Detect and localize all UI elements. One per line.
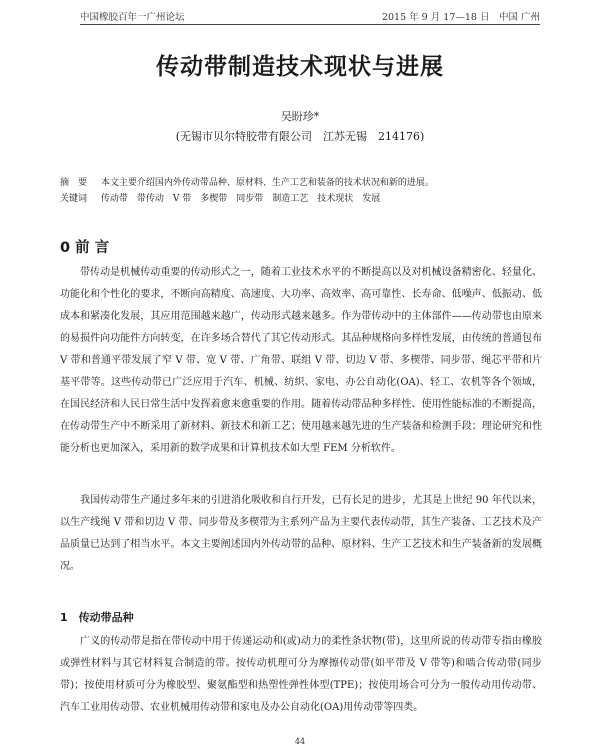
section-heading-preface: 0 前 言 xyxy=(60,240,110,256)
author-name: 吴盼珍* xyxy=(280,110,320,123)
body-paragraph: 我国传动带生产通过多年来的引进消化吸收和自行开发，已有长足的进步，尤其是上世纪 90 年代以来，以生产线绳 V 带和切边 V 带、同步带及多楔带为主系列产品为主要代表传动带，其生产装备、工艺技术及产品质量已达到了相当水平。本文主要阐述国内外传动带的品种、原材料、生产工艺技术和生产装备新的发展概况。 xyxy=(60,495,542,572)
affiliation: (无锡市贝尔特胶带有限公司 江苏无锡 214176) xyxy=(175,130,425,143)
header-left: 中国橡胶百年一广州论坛 xyxy=(80,12,185,23)
header-right: 2015 年 9 月 17—18 日 中国 广州 xyxy=(381,12,540,23)
body-paragraph: 带传动是机械传动重要的传动形式之一，随着工业技术水平的不断提高以及对机械设备精密化、轻量化、功能化和个性化的要求，不断向高精度、高速度、大功率、高效率、高可靠性、长寿命、低噪声、低振动、低成本和紧凑化发展，其应用范围越来越广，传动形式越来越多。作为带传动中的主体部件——传动带也由原来的易损件向功能件方向转变，在许多场合替代了其它传动形式。其品种规格向多样性发展，由传统的普通包布 V 带和普通平带发展了窄 V 带、宽 V 带、广角带、联组 V 带、切边 V 带、多楔带、同步带、绳芯平带和片基平带等。这些传动带已广泛应用于汽车、机械、纺织、家电、办公自动化(OA)、轻工、农机等各个领域，在国民经济和人民日常生活中发挥着愈来愈重要的作用。随着传动带品种多样性、使用性能标准的不断提高，在传动带生产中不断采用了新材料、新技术和新工艺；使用越来越先进的生产装备和检测手段；理论研究和性能分析也更加深入，采用新的数学成果和计算机技术如大型 FEM 分析软件。 xyxy=(60,267,542,454)
body-paragraph: 广义的传动带是指在带传动中用于传递运动和(或)动力的柔性条状物(带)，这里所说的传动带专指由橡胶或弹性材料与其它材料复合制造的带。按传动机理可分为摩擦传动带(如平带及 V 带等)和啮合传动带(同步带)；按使用材质可分为橡胶型、聚氨酯型和热塑性弹性体型(TPE)；按使用场合可分为一般传动用传动带、汽车工业用传动带、农业机械用传动带和家电及办公自动化(OA)用传动带等四类。 xyxy=(60,636,542,713)
keywords-label: 关键词 xyxy=(60,194,88,204)
section-heading-belt-types: 1 传动带品种 xyxy=(60,611,134,624)
abstract xyxy=(60,176,555,191)
keywords xyxy=(60,192,555,207)
abstract-label: 摘 要 xyxy=(60,178,88,188)
paper-title: 传动带制造技术现状与进展 xyxy=(156,54,444,80)
running-header xyxy=(80,8,540,25)
abstract-text: 本文主要介绍国内外传动带品种、原材料、生产工艺和装备的技术状况和新的进展。 xyxy=(100,178,434,188)
keywords-text: 传动带 带传动 V 带 多楔带 同步带 制造工艺 技术现状 发展 xyxy=(100,194,381,204)
page-number: 44 xyxy=(294,737,306,746)
